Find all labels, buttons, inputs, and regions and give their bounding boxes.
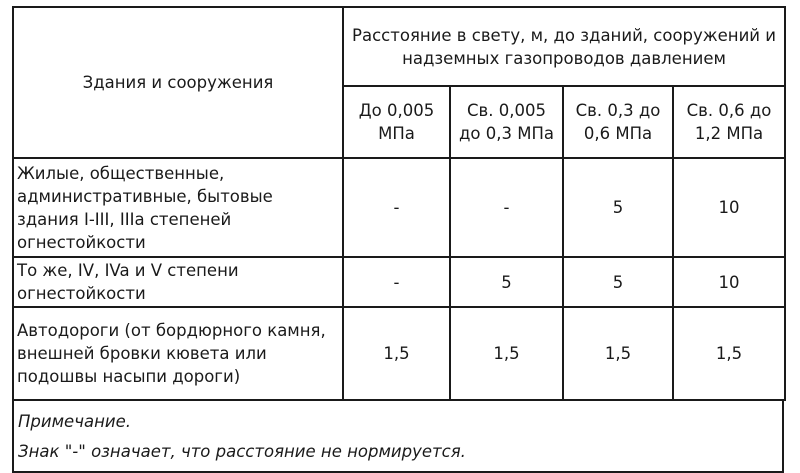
row-3-label: Автодороги (от бордюрного камня, внешней бровки кювета или подошвы насыпи дороги) xyxy=(13,307,343,400)
row-1-label: Жилые, общественные, административные, бытовые здания I-III, IIIa степеней огнестойкости xyxy=(13,158,343,257)
row-2-label: То же, IV, IVa и V степени огнестойкости xyxy=(13,257,343,307)
row-1-value-2: - xyxy=(450,158,563,257)
row-1-value-4: 10 xyxy=(673,158,785,257)
table-row xyxy=(13,307,785,400)
pressure-col-4-header: Св. 0,6 до 1,2 МПа xyxy=(673,86,785,158)
table-row xyxy=(13,257,785,307)
row-3-value-4: 1,5 xyxy=(673,307,785,400)
distance-table xyxy=(12,6,786,401)
regulation-table-page xyxy=(12,6,784,473)
pressure-col-1-header: До 0,005 МПа xyxy=(343,86,450,158)
row-1-value-1: - xyxy=(343,158,450,257)
note-text: Знак "-" означает, что расстояние не нормируется. xyxy=(18,442,466,461)
buildings-column-header: Здания и сооружения xyxy=(13,7,343,158)
row-3-value-1: 1,5 xyxy=(343,307,450,400)
note-table xyxy=(12,399,784,473)
row-2-value-4: 10 xyxy=(673,257,785,307)
note-title: Примечание. xyxy=(18,412,131,431)
row-1-value-3: 5 xyxy=(563,158,673,257)
pressure-col-3-header: Св. 0,3 до 0,6 МПа xyxy=(563,86,673,158)
row-3-value-2: 1,5 xyxy=(450,307,563,400)
table-row xyxy=(13,158,785,257)
header-row-top xyxy=(13,7,785,86)
row-2-value-1: - xyxy=(343,257,450,307)
distance-group-header: Расстояние в свету, м, до зданий, сооружений и надземных газопроводов давлением xyxy=(343,7,785,86)
row-2-value-2: 5 xyxy=(450,257,563,307)
pressure-col-2-header: Св. 0,005 до 0,3 МПа xyxy=(450,86,563,158)
row-2-value-3: 5 xyxy=(563,257,673,307)
row-3-value-3: 1,5 xyxy=(563,307,673,400)
note-cell xyxy=(13,400,783,472)
